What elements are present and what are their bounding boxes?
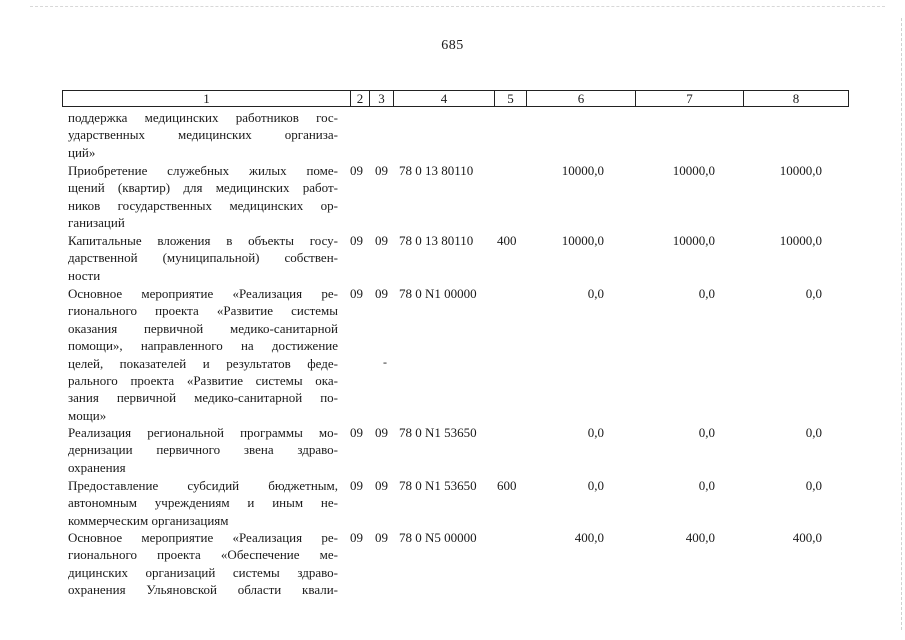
description-line: Приобретение служебных жилых поме-: [68, 163, 338, 178]
cell-subsection: 09: [375, 478, 388, 493]
header-col-4: 4: [394, 91, 495, 106]
cell-subsection: 09: [375, 530, 388, 545]
cell-subsection: 09: [375, 425, 388, 440]
cell-section: 09: [350, 425, 363, 440]
cell-amount-col6: 400,0: [574, 530, 604, 545]
cell-amount-col8: 0,0: [805, 286, 822, 301]
cell-amount-col8: 10000,0: [779, 233, 822, 248]
cell-target-article: 78 0 13 80110: [399, 233, 474, 248]
description-line: щений (квартир) для медицинских работ-: [68, 180, 338, 196]
description-line: гионального проекта «Обеспечение ме-: [68, 547, 338, 563]
description-line: ников государственных медицинских ор-: [68, 197, 338, 213]
description-line: поддержка медицинских работников гос-: [68, 110, 338, 125]
row-description: [68, 109, 338, 161]
cell-amount-col6: 10000,0: [561, 233, 604, 248]
cell-amount-col6: 0,0: [587, 286, 604, 301]
description-line: дицинских организаций системы здраво-: [68, 564, 338, 580]
cell-target-article: 78 0 N1 00000: [399, 286, 477, 301]
description-line: Основное мероприятие «Реализация ре-: [68, 530, 338, 545]
description-line: зания первичной медико-санитарной по-: [68, 390, 338, 406]
cell-expense-type: 400: [497, 233, 517, 248]
row-description: [68, 424, 338, 476]
cell-amount-col7: 0,0: [698, 286, 715, 301]
cell-target-article: 78 0 N1 53650: [399, 478, 477, 493]
row-description: [68, 285, 338, 424]
cell-amount-col8: 0,0: [805, 425, 822, 440]
cell-amount-col6: 0,0: [587, 478, 604, 493]
cell-target-article: 78 0 13 80110: [399, 163, 474, 178]
cell-amount-col7: 0,0: [698, 425, 715, 440]
description-line: дернизации первичного звена здраво-: [68, 442, 338, 458]
cell-amount-col7: 0,0: [698, 478, 715, 493]
header-col-5: 5: [495, 91, 527, 106]
row-description: [68, 162, 338, 232]
description-line: рального проекта «Развитие системы ока-: [68, 373, 338, 389]
description-line: ности: [68, 267, 101, 283]
description-line: Основное мероприятие «Реализация ре-: [68, 286, 338, 301]
stray-mark: -: [383, 355, 387, 369]
header-col-7: 7: [636, 91, 744, 106]
cell-amount-col6: 0,0: [587, 425, 604, 440]
row-description: [68, 232, 338, 284]
header-col-3: 3: [370, 91, 394, 106]
description-line: мощи»: [68, 407, 107, 423]
description-line: автономным учреждениям и иным не-: [68, 495, 338, 511]
description-line: гионального проекта «Развитие системы: [68, 303, 338, 319]
cell-amount-col8: 0,0: [805, 478, 822, 493]
cell-section: 09: [350, 163, 363, 178]
header-col-1: 1: [63, 91, 351, 106]
cell-subsection: 09: [375, 233, 388, 248]
cell-amount-col7: 10000,0: [672, 163, 715, 178]
cell-section: 09: [350, 478, 363, 493]
header-col-6: 6: [527, 91, 636, 106]
row-description: [68, 529, 338, 599]
description-line: ударственных медицинских организа-: [68, 127, 338, 143]
cell-amount-col8: 10000,0: [779, 163, 822, 178]
cell-amount-col7: 400,0: [685, 530, 715, 545]
description-line: целей, показателей и результатов феде-: [68, 355, 338, 371]
cell-amount-col7: 10000,0: [672, 233, 715, 248]
cell-amount-col6: 10000,0: [561, 163, 604, 178]
header-col-2: 2: [351, 91, 370, 106]
cell-expense-type: 600: [497, 478, 517, 493]
cell-target-article: 78 0 N1 53650: [399, 425, 477, 440]
description-line: ганизаций: [68, 215, 125, 231]
description-line: охранения: [68, 459, 126, 475]
description-line: коммерческим организациям: [68, 512, 229, 528]
description-line: Предоставление субсидий бюджетным,: [68, 478, 338, 493]
description-line: оказания первичной медико-санитарной: [68, 320, 338, 336]
cell-section: 09: [350, 530, 363, 545]
cell-amount-col8: 400,0: [792, 530, 822, 545]
cell-target-article: 78 0 N5 00000: [399, 530, 477, 545]
cell-section: 09: [350, 233, 363, 248]
row-description: [68, 477, 338, 529]
description-line: Капитальные вложения в объекты госу-: [68, 233, 338, 248]
cell-subsection: 09: [375, 163, 388, 178]
cell-section: 09: [350, 286, 363, 301]
description-line: охранения Ульяновской области квали-: [68, 582, 338, 598]
description-line: Реализация региональной программы мо-: [68, 425, 338, 440]
description-line: ций»: [68, 144, 96, 160]
cell-subsection: 09: [375, 286, 388, 301]
description-line: дарственной (муниципальной) собствен-: [68, 250, 338, 266]
header-col-8: 8: [792, 91, 800, 106]
description-line: помощи», направленного на достижение: [68, 338, 338, 354]
page-number: 685: [441, 38, 464, 53]
